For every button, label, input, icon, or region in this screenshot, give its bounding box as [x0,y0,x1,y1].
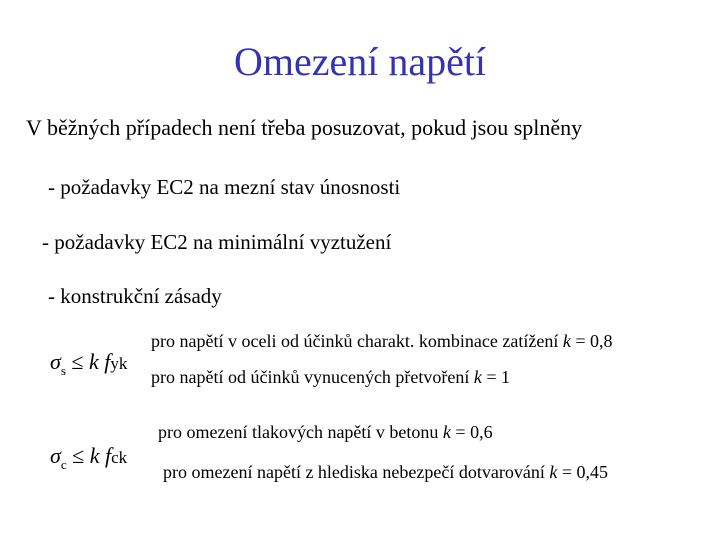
sigma-symbol: σ [50,443,61,468]
note-value: = 1 [481,367,511,387]
note-concrete-compression [158,422,493,443]
bullet-minimum-reinforcement: - požadavky EC2 na minimální vyztužení [42,230,392,254]
k-variable: k [89,443,100,468]
k-variable: k [549,462,558,482]
formula-steel-stress [50,349,128,378]
sigma-symbol: σ [50,349,61,374]
f-subscript: ck [111,448,128,467]
note-text: pro napětí od účinků vynucených přetvoření [151,367,474,387]
bullet-construction-rules: - konstrukční zásady [48,284,222,308]
page-title: Omezení napětí [233,39,487,84]
relation-symbol: ≤ [66,443,90,468]
note-text: pro napětí v oceli od účinků charakt. kombinace zatížení [151,331,563,351]
note-value: = 0,6 [450,422,493,442]
note-value: = 0,8 [570,331,613,351]
f-variable: f [99,443,112,468]
bullet-ultimate-limit-state: - požadavky EC2 na mezní stav únosnosti [48,175,401,199]
k-variable: k [89,349,99,374]
k-variable: k [562,331,571,351]
sigma-subscript: s [60,363,66,378]
note-text: pro omezení napětí z hlediska nebezpečí dotvarování [163,462,550,482]
intro-text: V běžných případech není třeba posuzovat, pokud jsou splněny [26,115,583,140]
f-variable: f [98,349,111,374]
note-steel-characteristic [151,331,613,352]
note-text: pro omezení tlakových napětí v betonu [158,422,443,442]
note-value: = 0,45 [557,462,608,482]
note-creep [163,462,608,483]
sigma-subscript: c [60,457,67,472]
k-variable: k [473,367,482,387]
f-subscript: yk [110,354,128,373]
k-variable: k [442,422,451,442]
note-imposed-deformation [151,367,510,388]
relation-symbol: ≤ [65,349,89,374]
formula-concrete-stress [50,443,128,472]
